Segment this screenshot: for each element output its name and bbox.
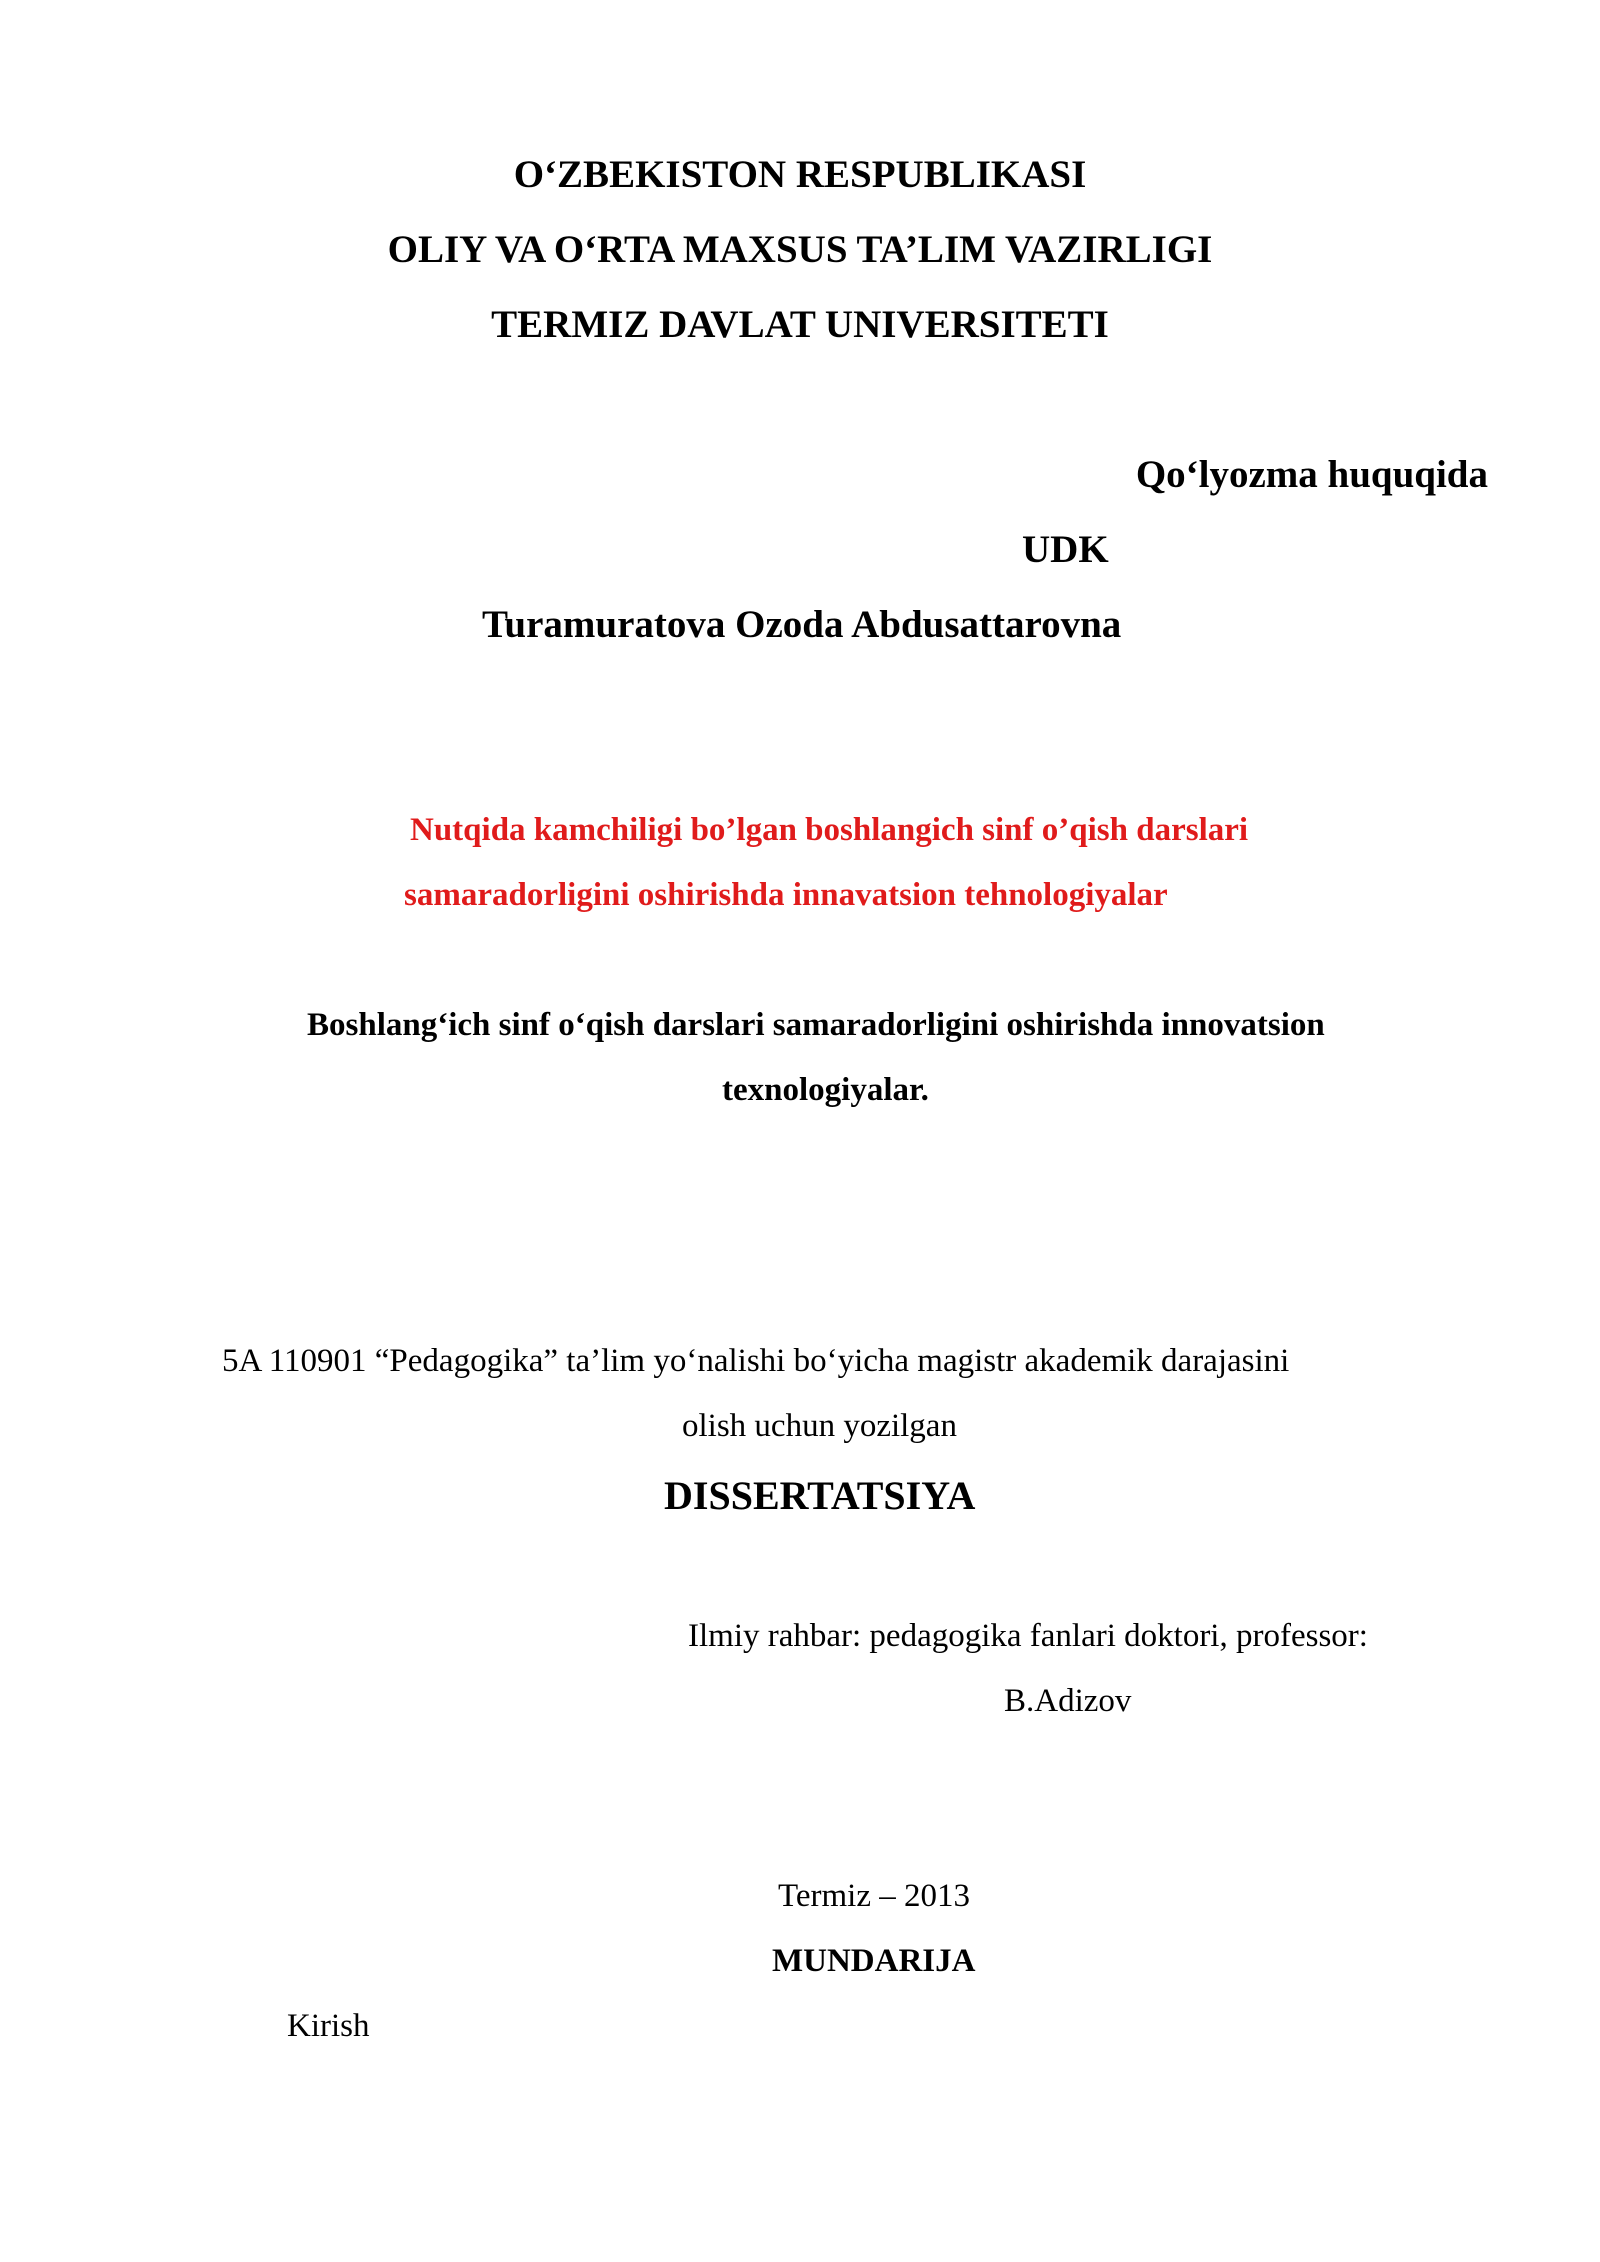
subtitle-line-1: Boshlang‘ich sinf o‘qish darslari samaradorligini oshirishda innovatsion xyxy=(307,1007,1325,1043)
contents-item-kirish: Kirish xyxy=(287,2008,370,2044)
degree-line-1: 5A 110901 “Pedagogika” ta’lim yo‘nalishi bo‘yicha magistr akademik darajasini xyxy=(222,1343,1290,1379)
supervisor-name: B.Adizov xyxy=(1004,1683,1132,1719)
header-line-republic: O‘ZBEKISTON RESPUBLIKASI xyxy=(513,153,1087,196)
manuscript-rights: Qo‘lyozma huquqida xyxy=(1135,453,1488,496)
subtitle-line-2: texnologiyalar. xyxy=(722,1072,929,1108)
document-type: DISSERTATSIYA xyxy=(664,1473,976,1518)
red-title-line-2: samaradorligini oshirishda innavatsion tehnologiyalar xyxy=(404,877,1168,913)
header-line-university: TERMIZ DAVLAT UNIVERSITETI xyxy=(491,303,1109,346)
author-name: Turamuratova Ozoda Abdusattarovna xyxy=(482,603,1122,646)
udk-label: UDK xyxy=(1022,528,1109,571)
place-year: Termiz – 2013 xyxy=(778,1878,970,1914)
header-line-ministry: OLIY VA O‘RTA MAXSUS TA’LIM VAZIRLIGI xyxy=(387,228,1213,271)
red-title-line-1: Nutqida kamchiligi bo’lgan boshlangich sinf o’qish darslari xyxy=(410,812,1249,848)
degree-line-2: olish uchun yozilgan xyxy=(682,1408,957,1444)
contents-heading: MUNDARIJA xyxy=(772,1943,976,1979)
supervisor-line-1: Ilmiy rahbar: pedagogika fanlari doktori, professor: xyxy=(688,1618,1368,1654)
